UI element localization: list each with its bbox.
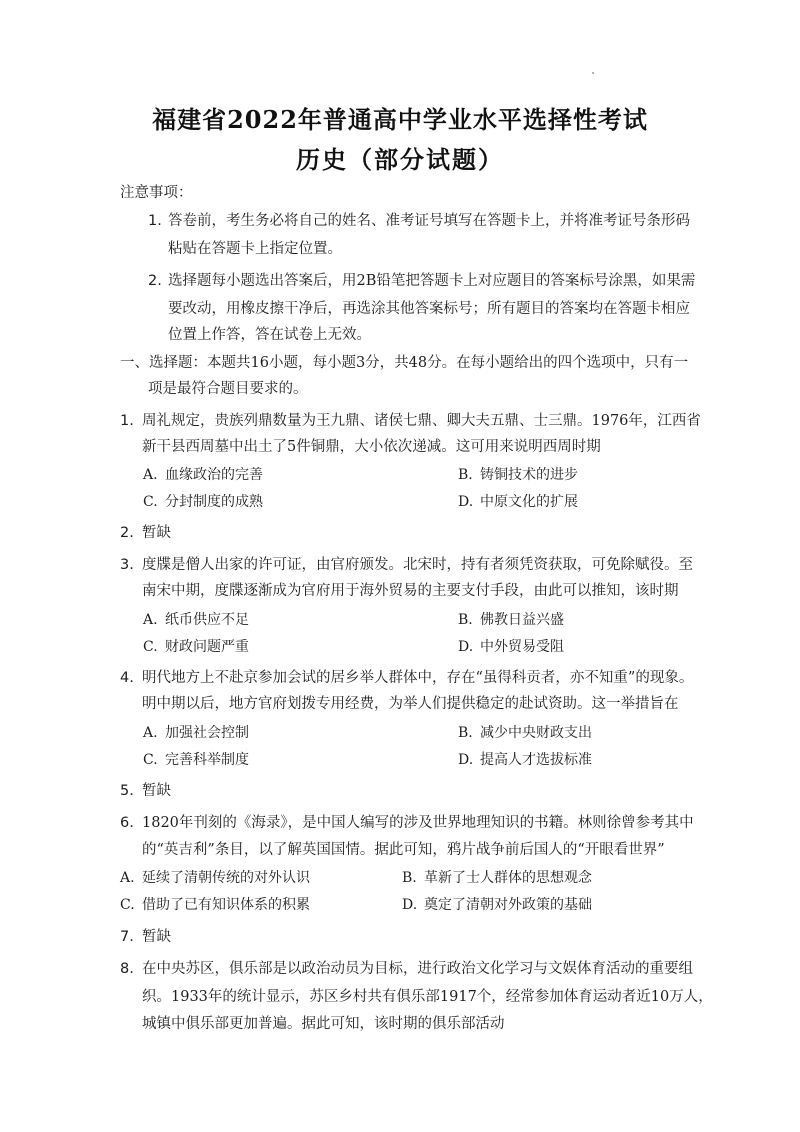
option-a: A. 加强社会控制: [143, 725, 249, 741]
question-number: 8.: [120, 961, 134, 977]
question-stem-line: 新干县西周墓中出土了5件铜鼎，大小依次递减。这可用来说明西周时期: [142, 439, 601, 455]
notice-item-line: 答卷前，考生务必将自己的姓名、准考证号填写在答题卡上，并将准考证号条形码: [168, 213, 690, 229]
question-number: 6.: [120, 815, 134, 831]
question-stem-line: 1820年刊刻的《海录》，是中国人编写的涉及世界地理知识的书籍。林则徐曾参考其中: [142, 815, 694, 831]
question-stem-line: 暂缺: [142, 525, 171, 541]
page-title: 福建省2022年普通高中学业水平选择性考试: [152, 105, 648, 134]
question-number: 1.: [120, 413, 134, 429]
notice-item-line: 要改动，用橡皮擦干净后，再选涂其他答案标号；所有题目的答案均在答题卡相应: [168, 301, 690, 317]
question-stem-line: 明代地方上不赴京参加会试的居乡举人群体中，存在“虽得科贡者，亦不知重”的现象。: [142, 670, 694, 686]
question-number: 5.: [120, 783, 134, 799]
notice-item-number: 2.: [148, 273, 162, 289]
option-a: A. 血缘政治的完善: [143, 467, 263, 483]
question-number: 3.: [120, 557, 134, 573]
question-number: 7.: [120, 929, 134, 945]
option-b: B. 革新了士人群体的思想观念: [402, 870, 592, 886]
option-c: C. 借助了已有知识体系的积累: [120, 897, 310, 913]
question-stem-line: 度牒是僧人出家的许可证，由官府颁发。北宋时，持有者须凭资获取，可免除赋役。至: [142, 557, 693, 573]
notice-item-line: 选择题每小题选出答案后，用2B铅笔把答题卡上对应题目的答案标号涂黑，如果需: [168, 273, 696, 289]
option-d: D. 提高人才选拔标准: [458, 752, 592, 768]
option-a: A. 纸币供应不足: [143, 612, 249, 628]
option-d: D. 奠定了清朝对外政策的基础: [402, 897, 592, 913]
question-stem-line: 明中期以后，地方官府划拨专用经费，为举人们提供稳定的赴试资助。这一举措旨在: [142, 696, 679, 712]
notice-item-line: 位置上作答，答在试卷上无效。: [168, 327, 371, 343]
option-b: B. 铸铜技术的进步: [458, 467, 578, 483]
notice-item-line: 粘贴在答题卡上指定位置。: [168, 241, 342, 257]
scan-dot: [592, 72, 594, 74]
option-b: B. 减少中央财政支出: [458, 725, 592, 741]
question-stem-line: 南宋中期，度牒逐渐成为官府用于海外贸易的主要支付手段，由此可以推知，该时期: [142, 583, 679, 599]
option-b: B. 佛教日益兴盛: [458, 612, 564, 628]
notice-item-number: 1.: [148, 213, 162, 229]
option-d: D. 中外贸易受阻: [458, 639, 564, 655]
question-number: 4.: [120, 670, 134, 686]
question-stem-line: 织。1933年的统计显示，苏区乡村共有俱乐部1917个，经常参加体育运动者近10万人，: [142, 989, 713, 1005]
option-c: C. 完善科举制度: [143, 752, 249, 768]
option-d: D. 中原文化的扩展: [458, 494, 578, 510]
option-c: C. 分封制度的成熟: [143, 494, 263, 510]
question-stem-line: 城镇中俱乐部更加普遍。据此可知，该时期的俱乐部活动: [142, 1016, 505, 1032]
question-stem-line: 暂缺: [142, 929, 171, 945]
question-stem-line: 周礼规定，贵族列鼎数量为王九鼎、诸侯七鼎、卿大夫五鼎、士三鼎。1976年，江西省: [142, 413, 701, 429]
option-a: A. 延续了清朝传统的对外认识: [120, 870, 310, 886]
page-subtitle: 历史（部分试题）: [296, 145, 504, 174]
question-stem-line: 暂缺: [142, 783, 171, 799]
question-stem-line: 在中央苏区，俱乐部是以政治动员为目标，进行政治文化学习与文娱体育活动的重要组: [142, 961, 693, 977]
section-heading-cont: 项是最符合题目要求的。: [148, 381, 308, 397]
section-heading: 一、选择题：本题共16小题，每小题3分，共48分。在每小题给出的四个选项中，只有一: [120, 355, 689, 371]
question-number: 2.: [120, 525, 134, 541]
notice-heading: 注意事项：: [120, 185, 193, 201]
question-stem-line: 的“英吉利”条目，以了解英国国情。据此可知，鸦片战争前后国人的“开眼看世界”: [142, 842, 665, 858]
option-c: C. 财政问题严重: [143, 639, 249, 655]
